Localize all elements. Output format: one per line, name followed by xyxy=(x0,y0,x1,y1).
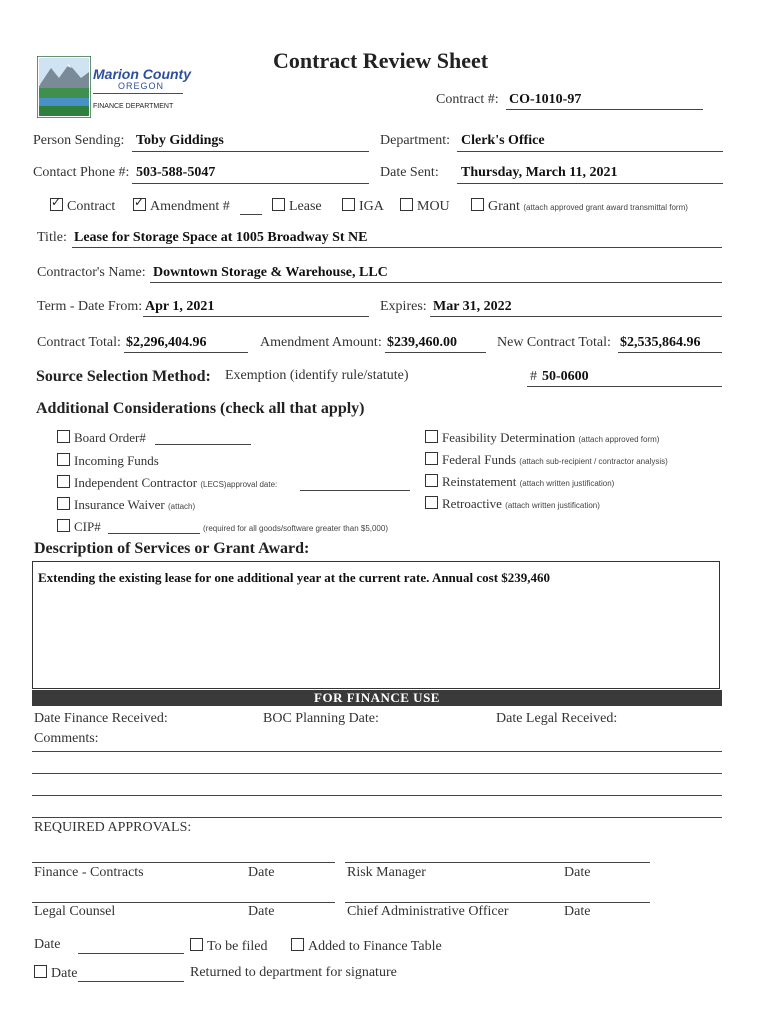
contract-number-label: Contract #: xyxy=(436,92,499,107)
cip-item[interactable] xyxy=(57,519,101,535)
date-sent-line xyxy=(457,183,723,184)
amendment-number-line xyxy=(240,214,262,215)
new-total-line xyxy=(618,352,722,353)
mountain-landscape-icon xyxy=(37,56,91,118)
board-order-item[interactable] xyxy=(57,430,146,446)
retroactive-checkbox[interactable] xyxy=(425,496,438,509)
amendment-amount-label: Amendment Amount: xyxy=(260,335,382,350)
contact-phone-value[interactable]: 503-588-5047 xyxy=(136,165,216,180)
board-order-line xyxy=(155,444,251,445)
source-selection-method[interactable]: Exemption (identify rule/statute) xyxy=(225,368,409,383)
amendment-type-label: Amendment # xyxy=(150,199,230,214)
comments-line-3[interactable] xyxy=(32,795,722,796)
date-sent-value[interactable]: Thursday, March 11, 2021 xyxy=(461,165,618,180)
term-from-line xyxy=(143,316,369,317)
type-lease[interactable] xyxy=(272,198,322,215)
type-grant[interactable] xyxy=(471,198,688,215)
contract-checkbox[interactable] xyxy=(50,198,63,211)
grant-type-label: Grant xyxy=(488,199,520,214)
to-be-filed-item[interactable] xyxy=(190,938,267,955)
title-label: Title: xyxy=(37,230,67,245)
logo-department: FINANCE DEPARTMENT xyxy=(93,103,174,110)
description-text: Extending the existing lease for one additional year at the current rate. Annual cost $239,460 xyxy=(38,570,551,585)
person-sending-label: Person Sending: xyxy=(33,133,125,148)
cip-line xyxy=(108,533,200,534)
finance-contracts-label: Finance - Contracts xyxy=(34,865,144,880)
source-number-line xyxy=(527,386,722,387)
federal-funds-item[interactable] xyxy=(425,452,668,468)
contact-phone-line xyxy=(132,183,369,184)
feasibility-checkbox[interactable] xyxy=(425,430,438,443)
mou-type-label: MOU xyxy=(417,199,450,214)
federal-funds-note: (attach sub-recipient / contractor analysis) xyxy=(519,457,668,466)
contract-total-line xyxy=(124,352,248,353)
federal-funds-label: Federal Funds xyxy=(442,452,517,467)
footer-date2-item[interactable] xyxy=(34,965,77,982)
added-to-table-item[interactable] xyxy=(291,938,442,955)
type-mou[interactable] xyxy=(400,198,450,215)
reinstatement-label: Reinstatement xyxy=(442,474,517,489)
comments-line-4[interactable] xyxy=(32,817,722,818)
grant-note: (attach approved grant award transmittal form) xyxy=(523,203,688,212)
legal-counsel-date-label: Date xyxy=(248,904,275,919)
title-line xyxy=(72,247,722,248)
footer-date2-line[interactable] xyxy=(78,981,184,982)
finance-use-bar: FOR FINANCE USE xyxy=(32,690,722,706)
contractor-value[interactable]: Downtown Storage & Warehouse, LLC xyxy=(153,265,388,280)
comments-line-1[interactable] xyxy=(32,751,722,752)
retroactive-item[interactable] xyxy=(425,496,600,512)
finance-contracts-date-label: Date xyxy=(248,865,275,880)
comments-label: Comments: xyxy=(34,731,99,746)
contact-phone-label: Contact Phone #: xyxy=(33,165,130,180)
cip-note: (required for all goods/software greater than $5,000) xyxy=(203,524,388,533)
footer-date-label: Date xyxy=(34,937,61,952)
logo-county-name: Marion County xyxy=(93,66,191,82)
cao-label: Chief Administrative Officer xyxy=(347,904,509,919)
retroactive-label: Retroactive xyxy=(442,496,502,511)
finance-contracts-sign-line[interactable] xyxy=(32,862,335,863)
grant-checkbox[interactable] xyxy=(471,198,484,211)
date-legal-received-label: Date Legal Received: xyxy=(496,711,618,726)
incoming-funds-label: Incoming Funds xyxy=(74,453,159,468)
insurance-waiver-note: (attach) xyxy=(168,502,196,511)
risk-manager-date-label: Date xyxy=(564,865,591,880)
legal-counsel-sign-line[interactable] xyxy=(32,902,335,903)
insurance-waiver-checkbox[interactable] xyxy=(57,497,70,510)
feasibility-note: (attach approved form) xyxy=(578,435,660,444)
independent-date-line xyxy=(300,490,410,491)
iga-type-label: IGA xyxy=(359,199,384,214)
source-selection-label: Source Selection Method: xyxy=(36,368,211,385)
iga-checkbox[interactable] xyxy=(342,198,355,211)
person-sending-line xyxy=(132,151,369,152)
returned-label: Returned to department for signature xyxy=(190,965,397,980)
footer-date-line[interactable] xyxy=(78,953,184,954)
retroactive-note: (attach written justification) xyxy=(505,501,600,510)
risk-manager-sign-line[interactable] xyxy=(345,862,650,863)
amendment-amount-value[interactable]: $239,460.00 xyxy=(387,335,457,350)
to-be-filed-checkbox[interactable] xyxy=(190,938,203,951)
source-number-value[interactable]: 50-0600 xyxy=(542,369,589,384)
amendment-amount-line xyxy=(385,352,486,353)
independent-contractor-item[interactable] xyxy=(57,475,277,491)
title-value[interactable]: Lease for Storage Space at 1005 Broadway St NE xyxy=(74,230,368,245)
contractor-line xyxy=(150,282,722,283)
lease-checkbox[interactable] xyxy=(272,198,285,211)
contract-number-value[interactable]: CO-1010-97 xyxy=(509,92,582,107)
logo-state: OREGON xyxy=(118,81,165,91)
required-approvals-heading: REQUIRED APPROVALS: xyxy=(34,820,192,835)
to-be-filed-label: To be filed xyxy=(207,939,268,954)
logo-divider xyxy=(93,93,183,94)
boc-planning-date-label: BOC Planning Date: xyxy=(263,711,379,726)
new-total-value[interactable]: $2,535,864.96 xyxy=(620,335,701,350)
department-label: Department: xyxy=(380,133,450,148)
board-order-checkbox[interactable] xyxy=(57,430,70,443)
contract-number-line xyxy=(506,109,703,110)
feasibility-item[interactable] xyxy=(425,430,659,446)
department-value[interactable]: Clerk's Office xyxy=(461,133,545,148)
term-from-value[interactable]: Apr 1, 2021 xyxy=(145,299,215,314)
incoming-funds-checkbox[interactable] xyxy=(57,453,70,466)
independent-contractor-checkbox[interactable] xyxy=(57,475,70,488)
cip-label: CIP# xyxy=(74,519,101,534)
cao-sign-line[interactable] xyxy=(345,902,650,903)
contract-total-label: Contract Total: xyxy=(37,335,121,350)
insurance-waiver-label: Insurance Waiver xyxy=(74,497,165,512)
expires-label: Expires: xyxy=(380,299,427,314)
department-line xyxy=(457,151,723,152)
term-from-label: Term - Date From: xyxy=(37,299,143,314)
cip-checkbox[interactable] xyxy=(57,519,70,532)
type-iga[interactable] xyxy=(342,198,384,215)
legal-counsel-label: Legal Counsel xyxy=(34,904,116,919)
footer-date2-label: Date xyxy=(51,966,78,981)
reinstatement-checkbox[interactable] xyxy=(425,474,438,487)
amendment-checkbox[interactable] xyxy=(133,198,146,211)
date-sent-label: Date Sent: xyxy=(380,165,439,180)
expires-line xyxy=(430,316,722,317)
contractor-label: Contractor's Name: xyxy=(37,265,146,280)
person-sending-value[interactable]: Toby Giddings xyxy=(136,133,224,148)
board-order-label: Board Order# xyxy=(74,430,146,445)
description-box[interactable] xyxy=(32,561,720,689)
source-number-label: # xyxy=(530,369,537,384)
expires-value[interactable]: Mar 31, 2022 xyxy=(433,299,512,314)
page-title: Contract Review Sheet xyxy=(273,48,489,73)
county-logo xyxy=(37,56,91,118)
date-finance-received-label: Date Finance Received: xyxy=(34,711,168,726)
federal-funds-checkbox[interactable] xyxy=(425,452,438,465)
additional-heading: Additional Considerations (check all that apply) xyxy=(36,400,365,417)
new-total-label: New Contract Total: xyxy=(497,335,611,350)
mou-checkbox[interactable] xyxy=(400,198,413,211)
cao-date-label: Date xyxy=(564,904,591,919)
added-to-table-checkbox[interactable] xyxy=(291,938,304,951)
type-contract[interactable] xyxy=(50,198,115,215)
feasibility-label: Feasibility Determination xyxy=(442,430,576,445)
incoming-funds-item[interactable] xyxy=(57,453,159,469)
type-amendment[interactable] xyxy=(133,198,230,215)
contract-type-label: Contract xyxy=(67,199,116,214)
independent-contractor-note: (LECS)approval date: xyxy=(200,480,278,489)
lease-type-label: Lease xyxy=(289,199,322,214)
insurance-waiver-item[interactable] xyxy=(57,497,195,513)
contract-total-value[interactable]: $2,296,404.96 xyxy=(126,335,207,350)
description-heading: Description of Services or Grant Award: xyxy=(34,540,310,557)
comments-line-2[interactable] xyxy=(32,773,722,774)
reinstatement-note: (attach written justification) xyxy=(519,479,615,488)
footer-date2-checkbox[interactable] xyxy=(34,965,47,978)
added-to-table-label: Added to Finance Table xyxy=(308,939,442,954)
risk-manager-label: Risk Manager xyxy=(347,865,426,880)
independent-contractor-label: Independent Contractor xyxy=(74,475,198,490)
reinstatement-item[interactable] xyxy=(425,474,614,490)
